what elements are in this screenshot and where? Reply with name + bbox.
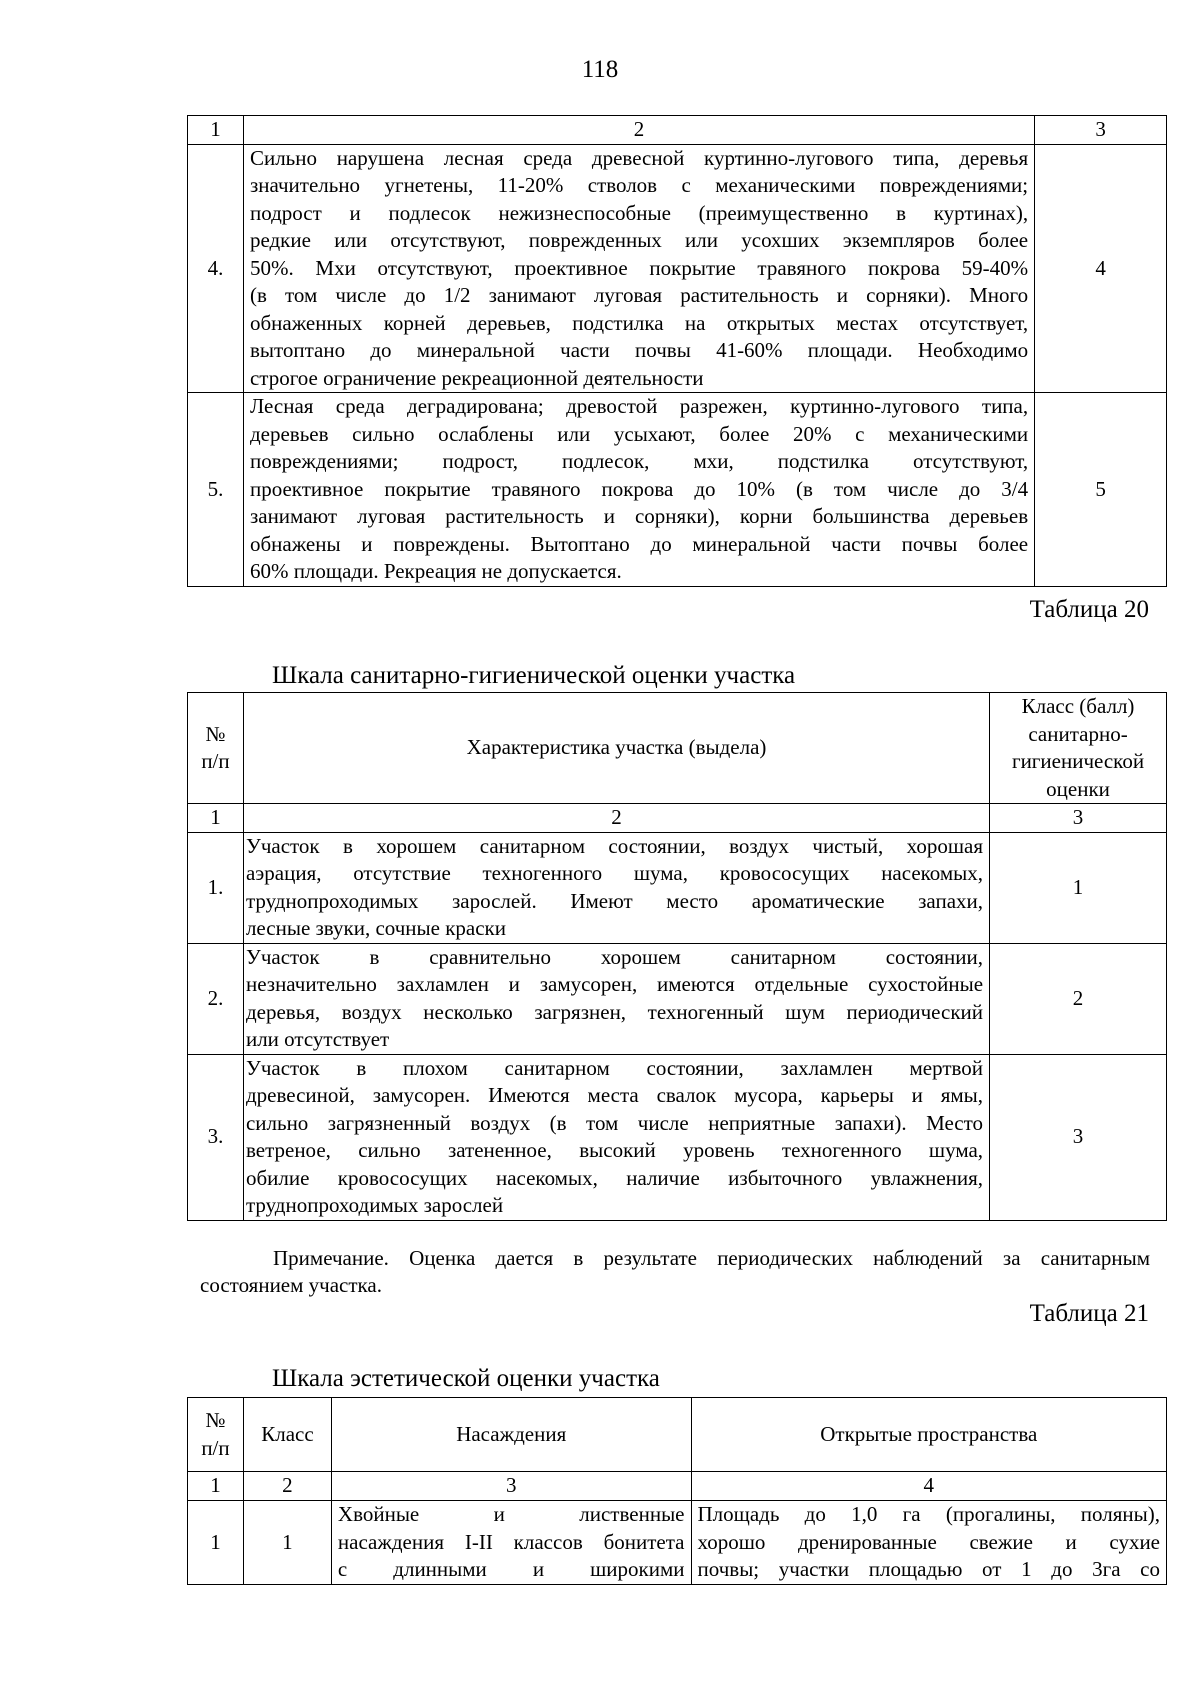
aesthetic-table: [187, 1397, 1167, 1585]
sanitary-table: [187, 692, 1167, 1221]
table-20-label: Таблица 20: [1029, 596, 1149, 623]
page-number: 118: [581, 56, 619, 83]
row-class: 5: [1035, 393, 1167, 587]
row-description: Сильно нарушена лесная среда древесной куртинно-лугового типа, деревья значительно угнетены, 11-20% стволов с механическими повреждениями; подрост и подлесок нежизнеспособные (преимущественно в куртинах), редкие или отсутствуют, поврежденных или усохших экземпляров более 50%. Мхи отсутствуют, проективное покрытие травяного покрова 59-40% (в том числе до 1/2 занимают луговая растительность и сорняки). Много обнаженных корней деревьев, подстилка на открытых местах отсутствует, вытоптано до минеральной части почвы 41-60% площади. Необходимо строгое ограничение рекреационной деятельности: [243, 144, 1034, 393]
row-number: 1.: [188, 832, 244, 943]
row-class: 1: [243, 1501, 331, 1585]
table-row: [188, 144, 1167, 393]
row-number: 2.: [188, 943, 244, 1054]
header-num: № п/п: [188, 693, 244, 804]
table-header: [188, 1398, 1167, 1472]
col-number: 3: [1035, 116, 1167, 145]
row-class: 2: [990, 943, 1167, 1054]
col-number: 2: [243, 804, 989, 833]
header-open-spaces: Открытые пространства: [691, 1398, 1166, 1472]
row-open-spaces: Площадь до 1,0 га (прогалины, поляны), хорошо дренированные свежие и сухие почвы; участки площадью от 1 до 3га со: [691, 1501, 1166, 1585]
table-row: [188, 1054, 1167, 1220]
row-class: 4: [1035, 144, 1167, 393]
header-characteristic: Характеристика участка (выдела): [243, 693, 989, 804]
row-class: 1: [990, 832, 1167, 943]
col-number: 1: [188, 804, 244, 833]
table-header: [188, 693, 1167, 804]
row-description: Участок в сравнительно хорошем санитарном состоянии, незначительно захламлен и замусорен, имеются отдельные сухостойные деревья, воздух несколько загрязнен, техногенный шум периодический или отсутствует: [243, 943, 989, 1054]
header-class: Класс (балл) санитарно- гигиенической оценки: [990, 693, 1167, 804]
continued-table: [187, 115, 1167, 587]
table-20-title: Шкала санитарно-гигиенической оценки участка: [272, 662, 796, 689]
table-21-title: Шкала эстетической оценки участка: [272, 1365, 660, 1392]
header-num: № п/п: [188, 1398, 244, 1472]
row-class: 3: [990, 1054, 1167, 1220]
table-21-label: Таблица 21: [1029, 1300, 1149, 1327]
header-class: Класс: [243, 1398, 331, 1472]
row-description: Лесная среда деградирована; древостой разрежен, куртинно-лугового типа, деревьев сильно ослаблены или усыхают, более 20% с механическими повреждениями; подрост, подлесок, мхи, подстилка отсутствуют, проективное покрытие травяного покрова до 10% (в том числе до 3/4 занимают луговая растительность и сорняки), корни большинства деревьев обнажены и повреждены. Вытоптано до минеральной части почвы более 60% площади. Рекреация не допускается.: [243, 393, 1034, 587]
row-number: 3.: [188, 1054, 244, 1220]
col-number: 4: [691, 1472, 1166, 1501]
table-row: [188, 393, 1167, 587]
table-row: [188, 832, 1167, 943]
header-plantings: Насаждения: [331, 1398, 691, 1472]
row-number: 4.: [188, 144, 244, 393]
col-number: 1: [188, 116, 244, 145]
col-number: 1: [188, 1472, 244, 1501]
col-number: 2: [243, 116, 1034, 145]
row-number: 5.: [188, 393, 244, 587]
row-number: 1: [188, 1501, 244, 1585]
row-description: Участок в плохом санитарном состоянии, захламлен мертвой древесиной, замусорен. Имеются места свалок мусора, карьеры и ямы, сильно загрязненный воздух (в том числе неприятные запахи). Место ветреное, сильно затененное, высокий уровень техногенного шума, обилие кровососущих насекомых, наличие избыточного увлажнения, труднопроходимых зарослей: [243, 1054, 989, 1220]
table-row: [188, 1501, 1167, 1585]
row-description: Участок в хорошем санитарном состоянии, воздух чистый, хорошая аэрация, отсутствие техногенного шума, кровососущих насекомых, труднопроходимых зарослей. Имеют место ароматические запахи, лесные звуки, сочные краски: [243, 832, 989, 943]
table-20-note: Примечание. Оценка дается в результате периодических наблюдений за санитарным состоянием участка.: [200, 1246, 1150, 1297]
col-number: 3: [331, 1472, 691, 1501]
row-plantings: Хвойные и лиственные насаждения I-II классов бонитета с длинными и широкими: [331, 1501, 691, 1585]
table-row: [188, 943, 1167, 1054]
col-number: 2: [243, 1472, 331, 1501]
col-number: 3: [990, 804, 1167, 833]
